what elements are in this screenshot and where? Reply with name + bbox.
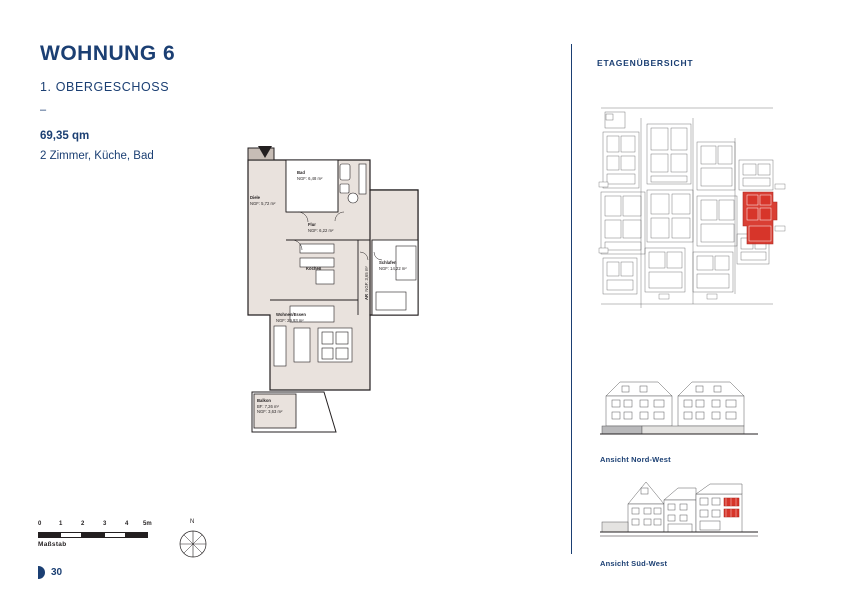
highlighted-unit bbox=[743, 192, 777, 244]
scale-label: Maßstab bbox=[38, 541, 67, 548]
scale-ticks bbox=[38, 521, 168, 531]
compass bbox=[176, 519, 210, 563]
view-nord-west-svg bbox=[600, 374, 760, 446]
room-label-flur: Flur NGF: 6,22 m² bbox=[308, 222, 334, 233]
compass-north-label: N bbox=[190, 519, 195, 525]
floor-overview-diagram bbox=[597, 98, 797, 328]
floor-overview-svg bbox=[597, 98, 797, 328]
page-marker-icon bbox=[38, 566, 45, 579]
view-caption-nord-west: Ansicht Nord-West bbox=[600, 455, 671, 464]
view-nord-west bbox=[600, 374, 800, 464]
divider-dash: – bbox=[40, 104, 47, 116]
compass-rose-icon bbox=[176, 527, 210, 561]
page-title: WOHNUNG 6 bbox=[40, 42, 176, 65]
scale-tick-0: 0 bbox=[38, 521, 42, 527]
room-label-schlafen: Schlafen NGF: 14,22 m² bbox=[379, 260, 407, 271]
room-label-bad: Bad NGF: 6,48 m² bbox=[297, 170, 323, 181]
floor-subtitle: 1. OBERGESCHOSS bbox=[40, 80, 170, 94]
room-label-kochen: Kochen bbox=[306, 266, 322, 271]
view-sued-west bbox=[600, 478, 800, 568]
view-sued-west-svg bbox=[600, 478, 760, 550]
area-value: 69,35 qm bbox=[40, 130, 90, 142]
scale-tick-1: 1 bbox=[59, 521, 63, 527]
vertical-divider bbox=[571, 44, 572, 554]
scale-tick-4: 4 bbox=[125, 521, 129, 527]
room-summary: 2 Zimmer, Küche, Bad bbox=[40, 150, 154, 162]
floorplan-diagram bbox=[240, 140, 510, 460]
room-label-ar: AR NGF: 3,65 m² bbox=[364, 266, 369, 300]
page-number bbox=[38, 566, 62, 579]
room-label-wohnen-essen: Wohnen/Essen NGF: 29,93 m² bbox=[276, 312, 306, 323]
room-label-diele: Diele NGF: 5,72 m² bbox=[250, 195, 276, 206]
room-label-balkon: Balkon BF: 7,26 m² NGF: 3,63 m² bbox=[257, 398, 283, 415]
scale-bar bbox=[38, 521, 168, 548]
right-column bbox=[597, 58, 807, 68]
page-number-value: 30 bbox=[51, 567, 63, 578]
scale-tick-3: 3 bbox=[103, 521, 107, 527]
scale-tick-5: 5m bbox=[143, 521, 152, 527]
scale-tick-2: 2 bbox=[81, 521, 85, 527]
scale-bar-graphic bbox=[38, 532, 150, 538]
etagenuebersicht-heading: ETAGENÜBERSICHT bbox=[597, 58, 694, 68]
view-caption-sued-west: Ansicht Süd-West bbox=[600, 559, 668, 568]
